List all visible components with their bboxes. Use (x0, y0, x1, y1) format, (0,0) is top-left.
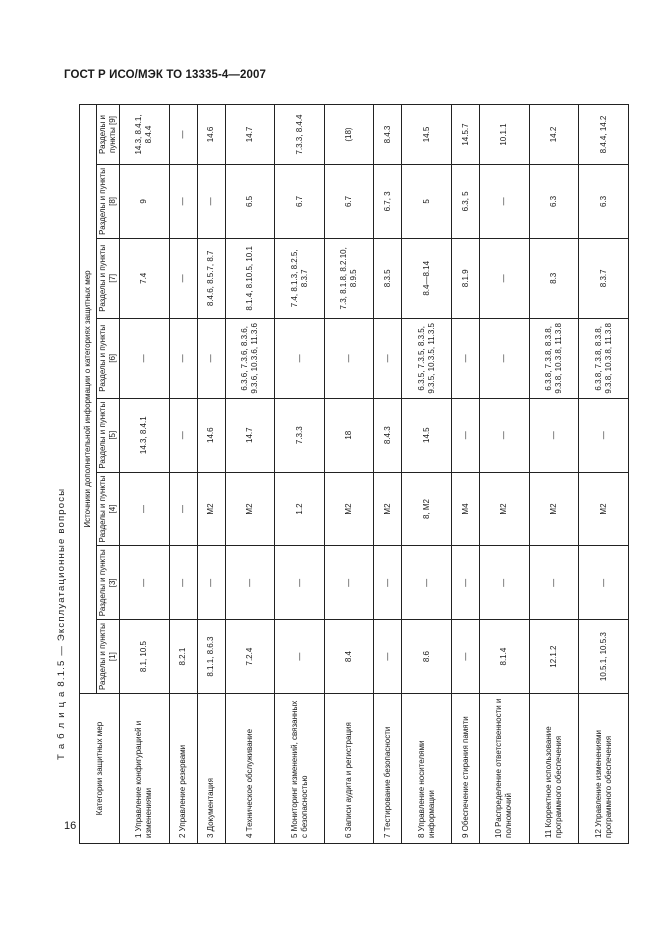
row-category: 4 Техническое обслуживание (225, 694, 275, 844)
measures-table (79, 104, 629, 844)
table-cell: 8.4.3 (374, 398, 402, 472)
table-cell: — (169, 472, 197, 546)
table-cell: 6.7 (324, 165, 374, 239)
row-category: 5 Мониторинг изменений, связанных с безопасностью (275, 694, 325, 844)
table-cell: — (197, 318, 225, 398)
col-header-source: Разделы и пункты [1] (97, 620, 120, 694)
table-row (374, 105, 402, 844)
table-cell: 14.2 (529, 105, 579, 165)
table-cell: 6.3.6, 7.3.6, 8.3.6, 9.3.6, 10.3.6, 11.3.6 (225, 318, 275, 398)
table-cell: — (579, 398, 629, 472)
table-cell: — (324, 318, 374, 398)
table-cell: 8.1.4 (480, 620, 530, 694)
table-cell: 14.5.7 (452, 105, 480, 165)
table-row (402, 105, 452, 844)
table-cell: 5 (402, 165, 452, 239)
table-cell: 8.6 (402, 620, 452, 694)
table-cell: 14.7 (225, 398, 275, 472)
table-cell: — (275, 546, 325, 620)
table-cell: 6.7 (275, 165, 325, 239)
row-category: 6 Записи аудита и регистрация (324, 694, 374, 844)
table-cell: 8.3.7 (579, 238, 629, 318)
row-category: 7 Тестирование безопасности (374, 694, 402, 844)
table-cell: 8.4 (324, 620, 374, 694)
table-cell: 6.3 (529, 165, 579, 239)
table-cell: 8.3.5 (374, 238, 402, 318)
table-cell: 14.5 (402, 105, 452, 165)
table-cell: — (169, 398, 197, 472)
table-cell: 7.4 (120, 238, 170, 318)
table-cell: 14.5 (402, 398, 452, 472)
table-cell: — (120, 472, 170, 546)
table-row (275, 105, 325, 844)
table-cell: 7.4, 8.1.3, 8.2.5, 8.3.7 (275, 238, 325, 318)
table-cell: — (120, 318, 170, 398)
table-cell: — (452, 398, 480, 472)
row-category: 10 Распределение ответственности и полномочий (480, 694, 530, 844)
table-cell: — (480, 546, 530, 620)
col-header-source: Разделы и пункты [6] (97, 318, 120, 398)
table-cell: 8.1.9 (452, 238, 480, 318)
table-cell: 8.1, 10.5 (120, 620, 170, 694)
table-cell: — (169, 238, 197, 318)
table-cell: — (402, 546, 452, 620)
table-cell: 14.3, 8.4.1, 8.4.4 (120, 105, 170, 165)
table-cell: 14.6 (197, 105, 225, 165)
col-header-source: Разделы и пункты [9] (97, 105, 120, 165)
col-header-source: Разделы и пункты [3] (97, 546, 120, 620)
row-category: 2 Управление резервами (169, 694, 197, 844)
row-category: 3 Документация (197, 694, 225, 844)
table-row (197, 105, 225, 844)
table-row (480, 105, 530, 844)
table-cell: М2 (225, 472, 275, 546)
rotated-table-container (79, 104, 629, 844)
table-cell: — (275, 620, 325, 694)
table-row (169, 105, 197, 844)
table-cell: — (120, 546, 170, 620)
table-cell: М2 (197, 472, 225, 546)
table-cell: — (374, 546, 402, 620)
table-cell: 6.5 (225, 165, 275, 239)
table-cell: 12.1.2 (529, 620, 579, 694)
table-cell: 10.1.1 (480, 105, 530, 165)
table-row (324, 105, 374, 844)
table-row (529, 105, 579, 844)
table-cell: — (169, 105, 197, 165)
table-cell: — (480, 238, 530, 318)
table-cell: — (374, 318, 402, 398)
table-row (120, 105, 170, 844)
table-cell: 8.1.4, 8.10.5, 10.1 (225, 238, 275, 318)
table-cell: — (169, 165, 197, 239)
col-header-source: Разделы и пункты [5] (97, 398, 120, 472)
table-cell: — (452, 318, 480, 398)
row-category: 8 Управление носителями информации (402, 694, 452, 844)
table-cell: 14.6 (197, 398, 225, 472)
table-cell: 7.2.4 (225, 620, 275, 694)
table-cell: — (197, 165, 225, 239)
table-cell: 18 (324, 398, 374, 472)
table-cell: 8.1.1, 8.6.3 (197, 620, 225, 694)
table-row (579, 105, 629, 844)
table-cell: 6.3.8, 7.3.8, 8.3.8, 9.3.8, 10.3.8, 11.3.8 (529, 318, 579, 398)
table-cell: 14.7 (225, 105, 275, 165)
table-cell: 14.3, 8.4.1 (120, 398, 170, 472)
table-caption: Т а б л и ц а 8.1.5 — Эксплуатационные вопросы (56, 487, 67, 760)
table-cell: 6.7, 3 (374, 165, 402, 239)
table-body (120, 105, 629, 844)
table-cell: — (452, 546, 480, 620)
table-cell: 8.4.4, 14.2 (579, 105, 629, 165)
table-cell: — (374, 620, 402, 694)
table-cell: — (225, 546, 275, 620)
table-cell: 6.3.5, 7.3.5, 8.3.5, 9.3.5, 10.3.5, 11.3.5 (402, 318, 452, 398)
table-cell: 10.5.1, 10.5.3 (579, 620, 629, 694)
table-cell: М4 (452, 472, 480, 546)
table-cell: 6.3, 5 (452, 165, 480, 239)
table-cell: 7.3.3, 8.4.4 (275, 105, 325, 165)
table-cell: 6.3.8, 7.3.8, 8.3.8, 9.3.8, 10.3.8, 11.3.8 (579, 318, 629, 398)
table-cell: — (529, 398, 579, 472)
table-cell: — (452, 620, 480, 694)
table-cell: М2 (324, 472, 374, 546)
col-header-source: Разделы и пункты [8] (97, 165, 120, 239)
table-cell: 7.3, 8.1.8, 8.2.10, 8.9.5 (324, 238, 374, 318)
table-cell: 8.4—8.14 (402, 238, 452, 318)
table-cell: — (480, 398, 530, 472)
row-category: 9 Обеспечение стирания памяти (452, 694, 480, 844)
table-cell: 8, М2 (402, 472, 452, 546)
table-cell: М2 (529, 472, 579, 546)
table-row (225, 105, 275, 844)
row-category: 1 Управление конфигурацией и изменениями (120, 694, 170, 844)
table-cell: — (480, 165, 530, 239)
page-number: 16 (64, 820, 77, 832)
table-cell: М2 (374, 472, 402, 546)
table-row (452, 105, 480, 844)
row-category: 12 Управление изменениями программного обеспечения (579, 694, 629, 844)
row-category: 11 Корректное использование программного обеспечения (529, 694, 579, 844)
table-cell: 7.3.3 (275, 398, 325, 472)
table-cell: — (275, 318, 325, 398)
table-cell: — (480, 318, 530, 398)
col-header-source: Разделы и пункты [7] (97, 238, 120, 318)
table-cell: — (169, 546, 197, 620)
table-cell: — (324, 546, 374, 620)
table-cell: 8.4.6, 8.5.7, 8.7 (197, 238, 225, 318)
table-cell: М2 (480, 472, 530, 546)
table-cell: 8.3 (529, 238, 579, 318)
table-cell: 1.2 (275, 472, 325, 546)
table-cell: — (169, 318, 197, 398)
group-header: Источники дополнительной информации о категориях защитных мер (80, 105, 97, 694)
table-cell: 9 (120, 165, 170, 239)
table-cell: (18) (324, 105, 374, 165)
table-cell: 6.3 (579, 165, 629, 239)
table-cell: — (197, 546, 225, 620)
document-header: ГОСТ Р ИСО/МЭК ТО 13335-4—2007 (64, 69, 266, 81)
table-cell: — (579, 546, 629, 620)
table-cell: — (529, 546, 579, 620)
table-cell: 8.2.1 (169, 620, 197, 694)
col-header-category: Категории защитных мер (80, 694, 120, 844)
col-header-source: Разделы и пункты [4] (97, 472, 120, 546)
table-cell: М2 (579, 472, 629, 546)
table-cell: 8.4.3 (374, 105, 402, 165)
